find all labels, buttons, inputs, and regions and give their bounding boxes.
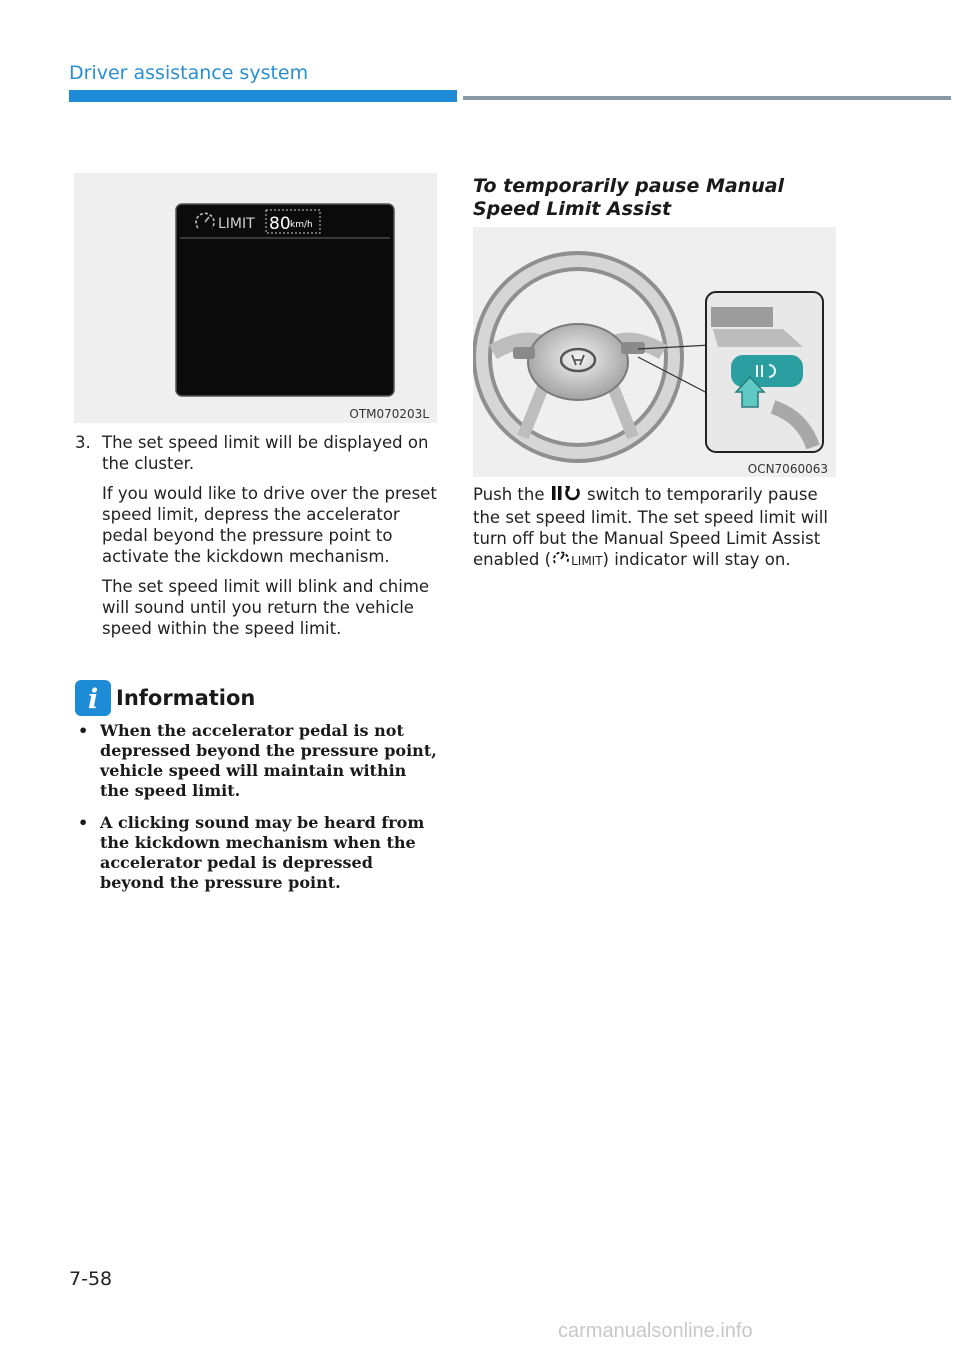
list-item: • A clicking sound may be heard from the kickdown mechanism when the accelerator pedal is depressed beyond the pressure point. [78,813,425,892]
figure1-caption: OTM070203L [349,407,429,421]
bullet-text: When the accelerator pedal is not depressed beyond the pressure point, vehicle speed will maintain within the speed limit. [100,721,437,800]
steering-wheel-illustration [473,227,836,477]
figure2-caption: OCN7060063 [747,462,828,476]
figure-steering-wheel [473,227,836,477]
display-speed-unit: km/h [290,220,313,230]
svg-text:i: i [88,684,99,715]
running-header: Driver assistance system [69,62,309,84]
header-bar-gray [463,96,951,100]
step-paragraph: The set speed limit will be displayed on the cluster. [102,433,429,473]
watermark: carmanualsonline.info [558,1320,753,1342]
text-part: ) indicator will stay on. [602,550,791,569]
pause-instruction-paragraph [473,484,843,572]
pause-switch-button [731,355,803,387]
switch-zoom-inset [706,292,823,452]
header-bar-blue [69,90,457,102]
information-title: Information [116,686,256,710]
section-title: To temporarily pause Manual Speed Limit Assist [473,175,785,220]
step-number: 3. [75,433,91,452]
display-speed-value: 80 [269,214,291,234]
information-bullets [78,721,440,905]
step-paragraph: If you would like to drive over the preset speed limit, depress the accelerator pedal beyond the pressure point to activate the kickdown mechanism. [102,484,437,566]
text-part: switch to temporarily pause the set speed limit. The set speed limit will turn off but the Manual Speed Limit Assist enabled ( [473,485,828,569]
steering-wheel [482,261,674,453]
step-3 [75,432,440,648]
pause-switch-icon [550,484,582,507]
cluster-display-illustration [74,173,437,423]
step-paragraph: The set speed limit will blink and chime will sound until you return the vehicle speed within the speed limit. [102,577,430,638]
page-number: 7-58 [69,1268,113,1290]
info-icon [75,680,111,716]
bullet-text: A clicking sound may be heard from the kickdown mechanism when the accelerator pedal is depressed beyond the pressure point. [100,813,425,892]
list-item: • When the accelerator pedal is not depressed beyond the pressure point, vehicle speed will maintain within the speed limit. [78,721,437,800]
limit-indicator-icon [551,549,571,572]
text-part: Push the [473,485,545,504]
figure-cluster-display [74,173,437,423]
indicator-label: LIMIT [571,554,603,568]
display-limit-label: LIMIT [218,216,255,232]
